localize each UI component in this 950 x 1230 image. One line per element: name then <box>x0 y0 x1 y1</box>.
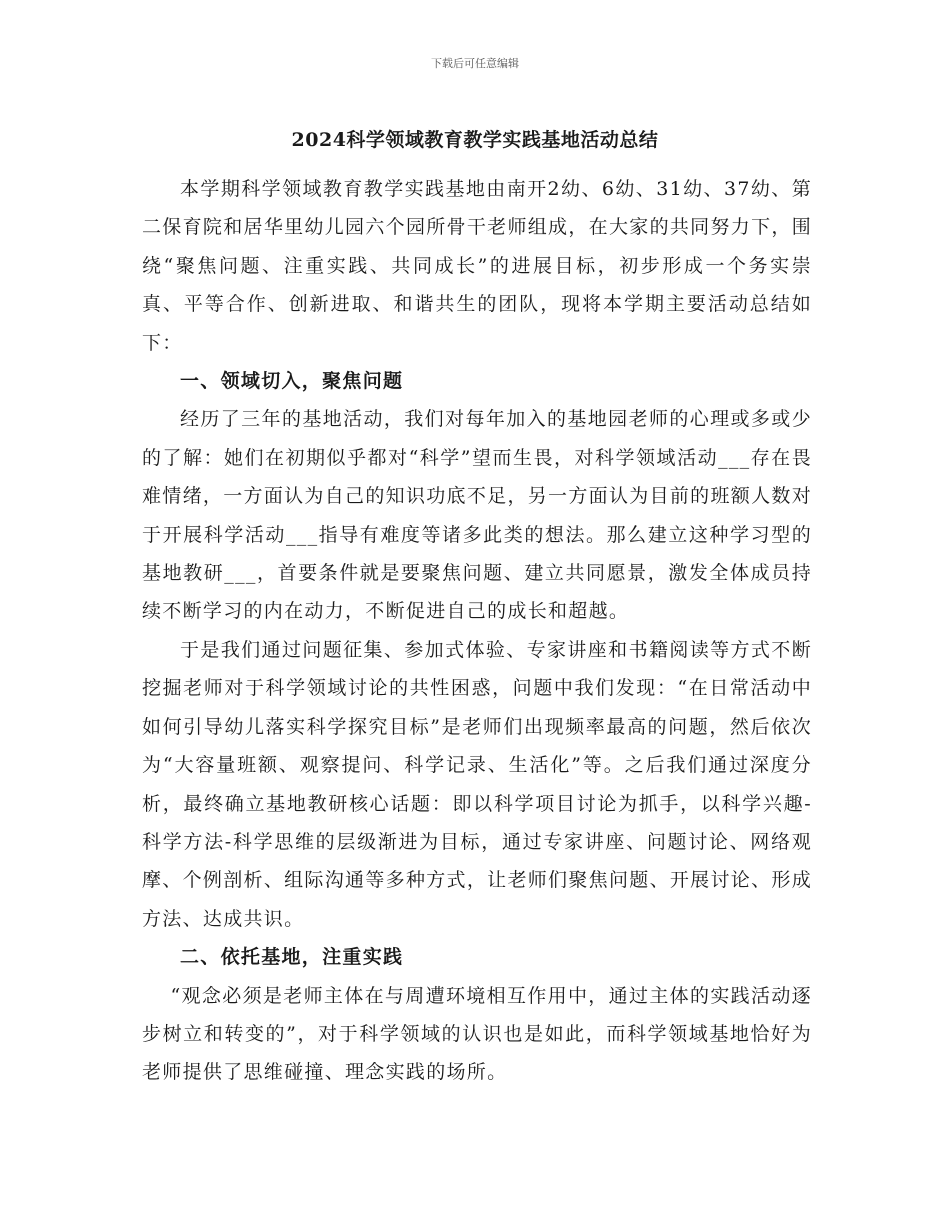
document-title: 2024科学领域教育教学实践基地活动总结 <box>291 129 659 151</box>
document-body <box>142 170 812 1092</box>
header-note: 下载后可任意编辑 <box>431 57 519 70</box>
section-1-heading: 一、领域切入，聚焦问题 <box>180 370 404 393</box>
intro-paragraph: 本学期科学领域教育教学实践基地由南开2幼、6幼、31幼、37幼、第二保育院和居华里幼儿园六个园所骨干老师组成，在大家的共同努力下，围绕“聚焦问题、注重实践、共同成长”的进展目标，初步形成一个务实崇真、平等合作、创新进取、和谐共生的团队，现将本学期主要活动总结如下： <box>142 178 812 354</box>
section-1-paragraph-2: 于是我们通过问题征集、参加式体验、专家讲座和书籍阅读等方式不断挖掘老师对于科学领域讨论的共性困惑，问题中我们发现：“在日常活动中如何引导幼儿落实科学探究目标”是老师们出现频率最高的问题，然后依次为“大容量班额、观察提问、科学记录、生活化”等。之后我们通过深度分析，最终确立基地教研核心话题：即以科学项目讨论为抓手，以科学兴趣-科学方法-科学思维的层级渐进为目标，通过专家讲座、问题讨论、网络观摩、个例剖析、组际沟通等多种方式，让老师们聚焦问题、开展讨论、形成方法、达成共识。 <box>142 638 812 930</box>
section-1-paragraph-1: 经历了三年的基地活动，我们对每年加入的基地园老师的心理或多或少的了解：她们在初期似乎都对“科学”望而生畏，对科学领域活动___存在畏难情绪，一方面认为自己的知识功底不足，另一方面认为目前的班额人数对于开展科学活动___指导有难度等诸多此类的想法。那么建立这种学习型的基地教研___，首要条件就是要聚焦问题、建立共同愿景，激发全体成员持续不断学习的内在动力，不断促进自己的成长和超越。 <box>142 408 812 623</box>
section-2-heading: 二、依托基地，注重实践 <box>180 946 404 969</box>
section-2-paragraph-1: “观念必须是老师主体在与周遭环境相互作用中，通过主体的实践活动逐步树立和转变的”，对于科学领域的认识也是如此，而科学领域基地恰好为老师提供了思维碰撞、理念实践的场所。 <box>142 984 812 1084</box>
